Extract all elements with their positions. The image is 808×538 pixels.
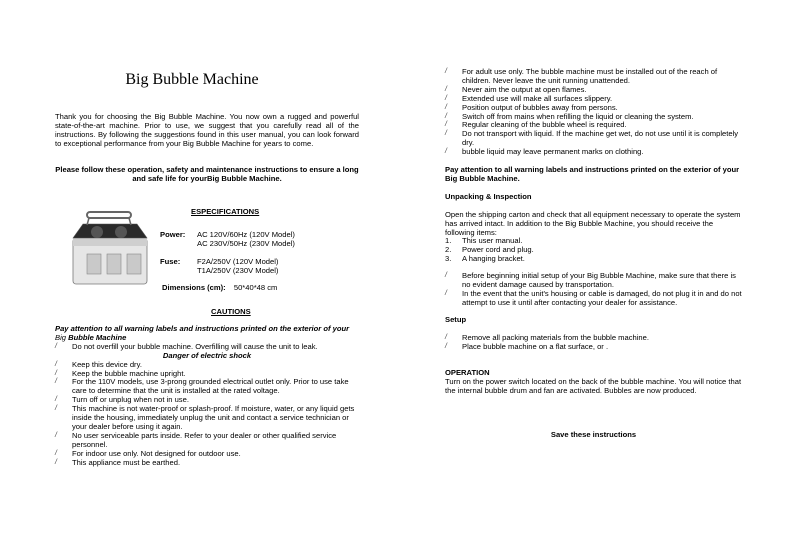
unpacking-heading: Unpacking & Inspection	[445, 192, 532, 201]
caution-list	[55, 361, 359, 468]
list-item: / This machine is not water-proof or splash-proof. If moisture, water, or any liquid gets inside the housing, immediately unplug the unit and contact a service technician or your dealer before using it again.	[55, 405, 359, 432]
list-item: / For adult use only. The bubble machine must be installed out of the reach of children. Never leave the unit running unattended.	[445, 68, 742, 86]
exterior-warning-line1: Pay attention to all warning labels and instructions printed on the exterior of your	[55, 324, 350, 333]
intro-paragraph: Thank you for choosing the Big Bubble Machine. You now own a rugged and powerful state-of-the-art machine. Prior to use, we suggest that you carefully read all of the instructions. By following the suggestions found in this user manual, you can look forward to exceptional performance from your Big Bubble Machine for years to come.	[55, 112, 359, 148]
dimensions-label: Dimensions (cm):	[162, 283, 226, 292]
list-item: / Do not transport with liquid. If the machine get wet, do not use until it is completely dry.	[445, 130, 742, 148]
list-item: 3. A hanging bracket.	[445, 253, 525, 263]
list-item: 1. This user manual.	[445, 236, 523, 245]
list-item: / Turn off or unplug when not in use.	[55, 396, 359, 405]
unpacking-paragraph: Open the shipping carton and check that all equipment necessary to operate the system has arrived intact. In addition to the Big Bubble Machine, you should receive the following items:	[445, 210, 741, 237]
power-value-2: AC 230V/50Hz (230V Model)	[197, 239, 295, 248]
list-item: / Extended use will make all surfaces slippery.	[445, 95, 742, 104]
bubble-machine-image	[67, 210, 151, 288]
document-title: Big Bubble Machine	[125, 71, 259, 88]
list-item: / Regular cleaning of the bubble wheel is required.	[445, 121, 742, 130]
fuse-value-1: F2A/250V (120V Model)	[197, 257, 279, 266]
specifications-heading: ESPECIFICATIONS	[191, 207, 260, 216]
list-item: / Before beginning initial setup of your Big Bubble Machine, make sure that there is no evident damage caused by transportation.	[445, 272, 742, 290]
list-item: / Switch off from mains when refilling the liquid or cleaning the system.	[445, 113, 742, 122]
inspection-list	[445, 272, 742, 308]
included-items-list	[445, 237, 742, 264]
follow-instructions-note: Please follow these operation, safety and maintenance instructions to ensure a long and safe life for yourBig Bubble Machine.	[55, 165, 359, 183]
list-item: / For indoor use only. Not designed for outdoor use.	[55, 450, 359, 459]
list-item: / Remove all packing materials from the bubble machine.	[445, 334, 742, 343]
list-item: / Position output of bubbles away from persons.	[445, 104, 742, 113]
operation-paragraph: Turn on the power switch located on the back of the bubble machine. You will notice that the internal bubble drum and fan are activated. Bubbles are now produced.	[445, 377, 742, 395]
electric-shock-warning: Danger of electric shock	[162, 350, 252, 360]
list-item: / Keep this device dry.	[55, 361, 359, 370]
power-label: Power:	[160, 230, 186, 239]
setup-list	[445, 334, 742, 352]
list-item: / For the 110V models, use 3-prong grounded electrical outlet only. Prior to use take care to determine that the unit is installed at the rated voltage.	[55, 378, 359, 396]
list-item: / No user serviceable parts inside. Refer to your dealer or other qualified service personnel.	[55, 432, 359, 450]
list-item: / In the event that the unit's housing or cable is damaged, do not plug it in and do not attempt to use it until after contacting your dealer for assistance.	[445, 290, 742, 308]
fuse-value-2: T1A/250V (230V Model)	[197, 266, 279, 275]
cautions-block	[55, 325, 359, 468]
list-item: / Keep the bubble machine upright.	[55, 370, 359, 379]
safety-list	[445, 68, 742, 157]
warning-big: Big	[55, 332, 69, 342]
warning-bubble-machine: Bubble Machine	[68, 332, 127, 342]
dimensions-value: 50*40*48 cm	[233, 283, 278, 292]
exterior-warning	[55, 325, 359, 343]
list-item: / Place bubble machine on a flat surface, or .	[445, 343, 742, 352]
list-item: / bubble liquid may leave permanent marks on clothing.	[445, 148, 742, 157]
setup-heading: Setup	[445, 315, 467, 324]
attention-note: Pay attention to all warning labels and instructions printed on the exterior of your Big Bubble Machine.	[445, 165, 740, 183]
cautions-heading: CAUTIONS	[211, 307, 251, 316]
spec-dimensions	[162, 284, 277, 293]
operation-heading: OPERATION	[445, 368, 490, 377]
caution-first-list	[55, 343, 359, 352]
fuse-label: Fuse:	[160, 257, 181, 266]
power-value-1: AC 120V/60Hz (120V Model)	[197, 230, 295, 239]
save-instructions-note: Save these instructions	[550, 430, 637, 439]
list-item: / Do not overfill your bubble machine. Overfilling will cause the unit to leak.	[55, 343, 359, 352]
list-item: / This appliance must be earthed.	[55, 459, 359, 468]
list-item: / Never aim the output at open flames.	[445, 86, 742, 95]
list-item: 2. Power cord and plug.	[445, 244, 534, 254]
